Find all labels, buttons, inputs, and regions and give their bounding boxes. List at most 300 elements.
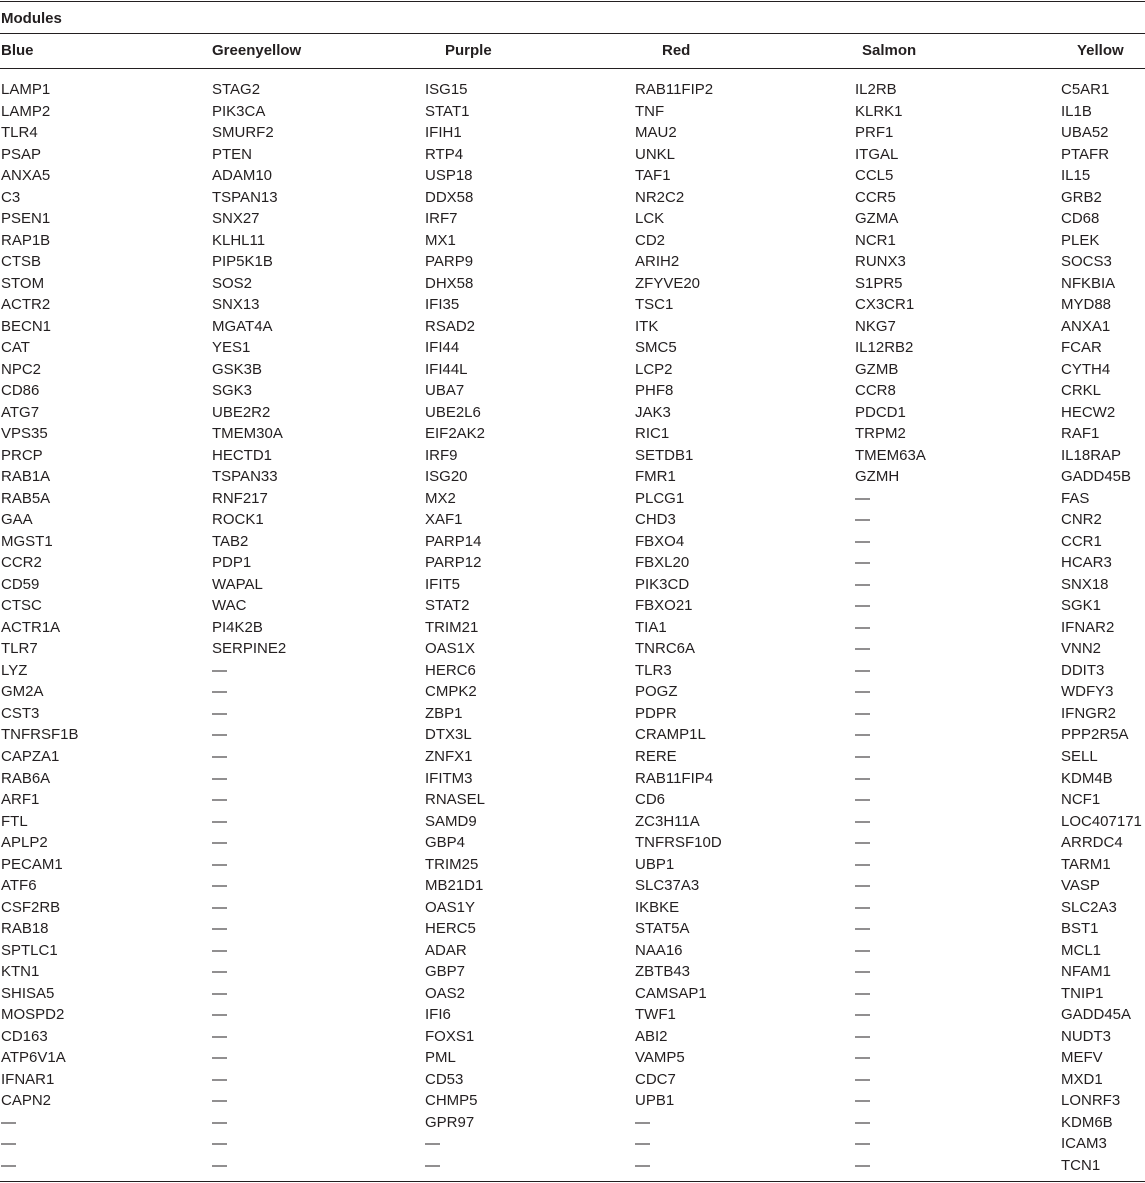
table-cell: STAT2 (425, 597, 470, 615)
table-cell: — (212, 1113, 227, 1131)
table-cell: CD59 (1, 575, 40, 593)
table-cell: HERC5 (425, 920, 476, 938)
table-cell: PML (425, 1049, 456, 1067)
table-cell: MX1 (425, 231, 456, 249)
table-cell: ATG7 (1, 403, 40, 421)
table-cell: UBE2R2 (212, 403, 271, 421)
table-cell: — (855, 1113, 870, 1131)
table-cell: HERC6 (425, 661, 476, 679)
table-cell: — (855, 554, 870, 572)
table-cell: CD6 (635, 791, 666, 809)
table-cell: SGK3 (212, 382, 253, 400)
bottom-rule (0, 1181, 1145, 1182)
column-greenyellow (212, 79, 286, 1176)
table-cell: RAB5A (1, 489, 51, 507)
table-cell: SELL (1061, 747, 1098, 765)
table-cell: PSEN1 (1, 210, 51, 228)
table-cell: — (855, 812, 870, 830)
table-cell: CSF2RB (1, 898, 61, 916)
table-cell: ANXA1 (1061, 317, 1111, 335)
table-cell: — (212, 1049, 227, 1067)
table-cell: SETDB1 (635, 446, 694, 464)
table-cell: VAMP5 (635, 1049, 685, 1067)
table-cell: TMEM63A (855, 446, 926, 464)
table-cell: — (855, 1135, 870, 1153)
table-cell: — (212, 1135, 227, 1153)
title-rule (0, 33, 1145, 34)
table-cell: RUNX3 (855, 253, 906, 271)
table-cell: OAS2 (425, 984, 466, 1002)
table-cell: — (425, 1135, 440, 1153)
column-header-salmon: Salmon (862, 42, 917, 59)
top-rule (0, 1, 1145, 2)
table-cell: PDP1 (212, 554, 252, 572)
table-cell: TRPM2 (855, 425, 906, 443)
table-cell: RAB11FIP4 (635, 769, 714, 787)
table-cell: — (212, 855, 227, 873)
table-cell: IFIT5 (425, 575, 461, 593)
table-cell: ANXA5 (1, 167, 51, 185)
table-cell: NUDT3 (1061, 1027, 1112, 1045)
table-cell: — (212, 1156, 227, 1174)
table-cell: IKBKE (635, 898, 680, 916)
table-cell: GZMA (855, 210, 899, 228)
table-cell: — (855, 855, 870, 873)
table-cell: CST3 (1, 704, 40, 722)
table-cell: — (855, 1156, 870, 1174)
table-cell: STAG2 (212, 81, 261, 98)
table-cell: TAB2 (212, 532, 249, 550)
table-cell: TRIM25 (425, 855, 479, 873)
table-cell: FBXL20 (635, 554, 690, 572)
table-cell: USP18 (425, 167, 473, 185)
table-cell: WDFY3 (1061, 683, 1114, 701)
table-cell: — (212, 747, 227, 765)
column-purple (425, 79, 485, 1176)
table-cell: — (855, 898, 870, 916)
table-cell: — (635, 1135, 650, 1153)
table-cell: MEFV (1061, 1049, 1103, 1067)
table-cell: UNKL (635, 145, 676, 163)
table-cell: FCAR (1061, 339, 1102, 357)
table-cell: KLHL11 (212, 231, 266, 249)
table-cell: YES1 (212, 339, 251, 357)
table-cell: — (855, 941, 870, 959)
table-cell: RAB6A (1, 769, 51, 787)
table-cell: IL1B (1061, 102, 1092, 120)
table-cell: ACTR2 (1, 296, 51, 314)
table-cell: — (212, 1092, 227, 1110)
table-cell: TNF (635, 102, 665, 120)
table-cell: PRF1 (855, 124, 894, 142)
table-cell: TLR3 (635, 661, 672, 679)
table-cell: OAS1X (425, 640, 476, 658)
table-cell: RNASEL (425, 791, 486, 809)
table-cell: PARP9 (425, 253, 474, 271)
table-cell: — (855, 661, 870, 679)
table-cell: CAT (1, 339, 30, 357)
table-cell: CAMSAP1 (635, 984, 707, 1002)
table-cell: IFNAR2 (1061, 618, 1115, 636)
table-cell: ICAM3 (1061, 1135, 1107, 1153)
table-cell: PLCG1 (635, 489, 685, 507)
table-cell: SNX18 (1061, 575, 1109, 593)
table-cell: POGZ (635, 683, 678, 701)
table-cell: — (855, 618, 870, 636)
table-cell: ZC3H11A (635, 812, 700, 830)
table-cell: APLP2 (1, 834, 48, 852)
column-header-purple: Purple (445, 42, 492, 59)
table-cell: SMURF2 (212, 124, 274, 142)
table-cell: HECW2 (1061, 403, 1116, 421)
table-cell: MOSPD2 (1, 1006, 65, 1024)
table-cell: — (212, 683, 227, 701)
table-cell: SAMD9 (425, 812, 477, 830)
table-cell: GBP7 (425, 963, 466, 981)
table-cell: — (855, 683, 870, 701)
table-cell: DDX58 (425, 188, 474, 206)
table-cell: TAF1 (635, 167, 671, 185)
table-cell: — (212, 661, 227, 679)
table-cell: ZFYVE20 (635, 274, 701, 292)
table-cell: GAA (1, 511, 33, 529)
table-cell: — (212, 812, 227, 830)
table-cell: IRF9 (425, 446, 458, 464)
table-cell: CTSC (1, 597, 42, 615)
table-cell: ZNFX1 (425, 747, 473, 765)
table-cell: RAB11FIP2 (635, 81, 714, 98)
table-cell: ATP6V1A (1, 1049, 66, 1067)
table-cell: CAPZA1 (1, 747, 60, 765)
table-cell: GZMH (855, 468, 900, 486)
column-header-greenyellow: Greenyellow (212, 42, 302, 59)
table-cell: IL2RB (855, 81, 897, 98)
header-rule (0, 68, 1145, 69)
table-cell: FBXO4 (635, 532, 685, 550)
table-cell: KTN1 (1, 963, 40, 981)
table-cell: TNFRSF1B (1, 726, 79, 744)
table-cell: TRIM21 (425, 618, 479, 636)
table-cell: EIF2AK2 (425, 425, 486, 443)
table-cell: CCR1 (1061, 532, 1102, 550)
table-cell: — (855, 920, 870, 938)
table-cell: PARP14 (425, 532, 482, 550)
table-cell: TNRC6A (635, 640, 696, 658)
table-cell: SLC2A3 (1061, 898, 1117, 916)
table-cell: PIK3CD (635, 575, 690, 593)
table-cell: RAF1 (1061, 425, 1100, 443)
table-cell: CD163 (1, 1027, 48, 1045)
table-cell: CYTH4 (1061, 360, 1111, 378)
table-cell: TCN1 (1061, 1156, 1101, 1174)
table-cell: FBXO21 (635, 597, 693, 615)
table-cell: UBA52 (1061, 124, 1109, 142)
table-cell: IFNGR2 (1061, 704, 1117, 722)
table-cell: SNX13 (212, 296, 260, 314)
table-cell: CDC7 (635, 1070, 676, 1088)
table-cell: IFIH1 (425, 124, 462, 142)
table-cell: UPB1 (635, 1092, 675, 1110)
table-cell: TNIP1 (1061, 984, 1104, 1002)
table-cell: — (855, 704, 870, 722)
table-cell: — (212, 877, 227, 895)
table-cell: IL15 (1061, 167, 1091, 185)
table-cell: GM2A (1, 683, 44, 701)
column-red (635, 79, 722, 1176)
table-cell: HECTD1 (212, 446, 273, 464)
table-cell: PARP12 (425, 554, 482, 572)
table-cell: TSPAN13 (212, 188, 278, 206)
column-blue (1, 79, 79, 1176)
table-cell: MAU2 (635, 124, 677, 142)
table-cell: RSAD2 (425, 317, 476, 335)
table-cell: SHISA5 (1, 984, 55, 1002)
table-cell: CTSB (1, 253, 42, 271)
table-cell: ZBP1 (425, 704, 463, 722)
table-cell: TWF1 (635, 1006, 676, 1024)
table-cell: SLC37A3 (635, 877, 700, 895)
table-cell: — (855, 597, 870, 615)
table-cell: — (855, 532, 870, 550)
table-cell: TSPAN33 (212, 468, 278, 486)
table-cell: GBP4 (425, 834, 466, 852)
table-cell: PIP5K1B (212, 253, 273, 271)
table-cell: — (855, 984, 870, 1002)
table-cell: — (855, 640, 870, 658)
table-cell: CHD3 (635, 511, 676, 529)
table-cell: ITK (635, 317, 659, 335)
table-cell: TSC1 (635, 296, 674, 314)
table-cell: C3 (1, 188, 21, 206)
table-cell: — (855, 1049, 870, 1067)
table-cell: KDM6B (1061, 1113, 1113, 1131)
table-cell: TLR4 (1, 124, 38, 142)
table-cell: ARIH2 (635, 253, 680, 271)
table-cell: — (855, 1092, 870, 1110)
table-cell: — (855, 511, 870, 529)
table-cell: PTEN (212, 145, 253, 163)
table-cell: IFNAR1 (1, 1070, 55, 1088)
table-cell: MGST1 (1, 532, 53, 550)
table-cell: NKG7 (855, 317, 896, 335)
table-cell: NR2C2 (635, 188, 685, 206)
table-cell: ACTR1A (1, 618, 61, 636)
table-cell: LAMP2 (1, 102, 51, 120)
table-cell: TNFRSF10D (635, 834, 722, 852)
table-cell: IFITM3 (425, 769, 473, 787)
table-cell: — (212, 1006, 227, 1024)
column-salmon (855, 79, 926, 1176)
table-cell: RAB18 (1, 920, 49, 938)
column-header-blue: Blue (1, 42, 34, 59)
table-cell: PDPR (635, 704, 677, 722)
table-cell: RTP4 (425, 145, 464, 163)
table-cell: S1PR5 (855, 274, 903, 292)
table-cell: SMC5 (635, 339, 677, 357)
table-cell: VPS35 (1, 425, 48, 443)
table-cell: MX2 (425, 489, 456, 507)
table-cell: KDM4B (1061, 769, 1113, 787)
table-cell: ARRDC4 (1061, 834, 1123, 852)
table-cell: NFAM1 (1061, 963, 1112, 981)
table-cell: — (1, 1156, 16, 1174)
table-cell: IFI6 (425, 1006, 451, 1024)
table-cell: DHX58 (425, 274, 474, 292)
table-cell: LAMP1 (1, 81, 51, 98)
table-cell: OAS1Y (425, 898, 476, 916)
table-cell: GSK3B (212, 360, 263, 378)
table-cell: XAF1 (425, 511, 463, 529)
table-cell: IL12RB2 (855, 339, 914, 357)
table-cell: RIC1 (635, 425, 670, 443)
table-cell: WAC (212, 597, 247, 615)
table-cell: STOM (1, 274, 45, 292)
table-cell: PSAP (1, 145, 42, 163)
table-cell: MB21D1 (425, 877, 484, 895)
table-cell: CCR8 (855, 382, 896, 400)
table-cell: TLR7 (1, 640, 38, 658)
table-cell: IFI35 (425, 296, 460, 314)
table-cell: CD2 (635, 231, 666, 249)
table-cell: — (212, 963, 227, 981)
table-cell: VASP (1061, 877, 1100, 895)
table-cell: — (635, 1156, 650, 1174)
table-cell: LONRF3 (1061, 1092, 1121, 1110)
table-cell: — (855, 747, 870, 765)
table-cell: ROCK1 (212, 511, 264, 529)
table-cell: SPTLC1 (1, 941, 58, 959)
table-cell: LOC407171 (1061, 812, 1142, 830)
table-cell: NFKBIA (1061, 274, 1116, 292)
table-cell: CHMP5 (425, 1092, 478, 1110)
table-cell: — (212, 941, 227, 959)
table-cell: PECAM1 (1, 855, 63, 873)
table-cell: CD86 (1, 382, 40, 400)
table-cell: ATF6 (1, 877, 37, 895)
table-cell: — (855, 834, 870, 852)
table-cell: — (212, 834, 227, 852)
table-cell: TMEM30A (212, 425, 283, 443)
table-cell: BECN1 (1, 317, 52, 335)
table-cell: CMPK2 (425, 683, 477, 701)
table-cell: — (212, 726, 227, 744)
table-cell: FOXS1 (425, 1027, 475, 1045)
table-cell: CCL5 (855, 167, 894, 185)
table-cell: STAT1 (425, 102, 470, 120)
table-cell: PTAFR (1061, 145, 1110, 163)
table-cell: ISG15 (425, 81, 468, 98)
table-cell: RNF217 (212, 489, 268, 507)
table-cell: CRKL (1061, 382, 1102, 400)
table-cell: FAS (1061, 489, 1090, 507)
table-cell: LCK (635, 210, 665, 228)
table-cell: TIA1 (635, 618, 667, 636)
table-cell: SERPINE2 (212, 640, 287, 658)
table-cell: UBP1 (635, 855, 675, 873)
column-header-red: Red (662, 42, 691, 59)
table-cell: IFI44L (425, 360, 468, 378)
table-cell: — (855, 1027, 870, 1045)
table-cell: PLEK (1061, 231, 1100, 249)
table-cell: PPP2R5A (1061, 726, 1129, 744)
table-cell: MYD88 (1061, 296, 1112, 314)
table-cell: ABI2 (635, 1027, 668, 1045)
table-cell: CNR2 (1061, 511, 1102, 529)
table-cell: CD53 (425, 1070, 464, 1088)
table-cell: ADAR (425, 941, 467, 959)
table-cell: MGAT4A (212, 317, 273, 335)
table-cell: — (212, 1070, 227, 1088)
table-cell: RAP1B (1, 231, 51, 249)
table-cell: CAPN2 (1, 1092, 52, 1110)
table-cell: GADD45B (1061, 468, 1132, 486)
table-cell: NPC2 (1, 360, 42, 378)
table-cell: — (212, 791, 227, 809)
table-title: Modules (1, 10, 62, 27)
table-cell: SOCS3 (1061, 253, 1112, 271)
table-cell: KLRK1 (855, 102, 903, 120)
table-cell: — (855, 769, 870, 787)
table-cell: — (212, 704, 227, 722)
table-cell: — (212, 898, 227, 916)
table-cell: SGK1 (1061, 597, 1102, 615)
column-header-yellow: Yellow (1077, 42, 1124, 59)
table-cell: IRF7 (425, 210, 458, 228)
table-cell: — (855, 575, 870, 593)
table-cell: — (635, 1113, 650, 1131)
table-cell: MCL1 (1061, 941, 1102, 959)
table-cell: GRB2 (1061, 188, 1102, 206)
table-cell: — (212, 920, 227, 938)
table-cell: — (855, 791, 870, 809)
table-cell: — (855, 726, 870, 744)
table-cell: ZBTB43 (635, 963, 691, 981)
table-cell: BST1 (1061, 920, 1099, 938)
table-cell: — (855, 1006, 870, 1024)
table-cell: WAPAL (212, 575, 263, 593)
table-cell: CD68 (1061, 210, 1100, 228)
table-cell: RAB1A (1, 468, 51, 486)
table-cell: PI4K2B (212, 618, 263, 636)
table-cell: PDCD1 (855, 403, 906, 421)
table-cell: HCAR3 (1061, 554, 1112, 572)
table-cell: FMR1 (635, 468, 676, 486)
table-cell: MXD1 (1061, 1070, 1103, 1088)
table-cell: CCR5 (855, 188, 896, 206)
table-cell: JAK3 (635, 403, 671, 421)
table-cell: CX3CR1 (855, 296, 915, 314)
table-cell: GADD45A (1061, 1006, 1132, 1024)
table-cell: — (425, 1156, 440, 1174)
table-cell: ADAM10 (212, 167, 273, 185)
table-cell: — (855, 1070, 870, 1088)
table-cell: CCR2 (1, 554, 42, 572)
table-cell: DTX3L (425, 726, 472, 744)
table-cell: IL18RAP (1061, 446, 1122, 464)
table-cell: LCP2 (635, 360, 673, 378)
table-cell: NCF1 (1061, 791, 1101, 809)
table-cell: VNN2 (1061, 640, 1102, 658)
table-cell: — (855, 877, 870, 895)
table-cell: NAA16 (635, 941, 683, 959)
table-cell: GPR97 (425, 1113, 475, 1131)
table-cell: ITGAL (855, 145, 899, 163)
table-cell: SOS2 (212, 274, 253, 292)
table-cell: — (212, 769, 227, 787)
table-cell: — (212, 1027, 227, 1045)
table-cell: DDIT3 (1061, 661, 1105, 679)
table-cell: PRCP (1, 446, 43, 464)
